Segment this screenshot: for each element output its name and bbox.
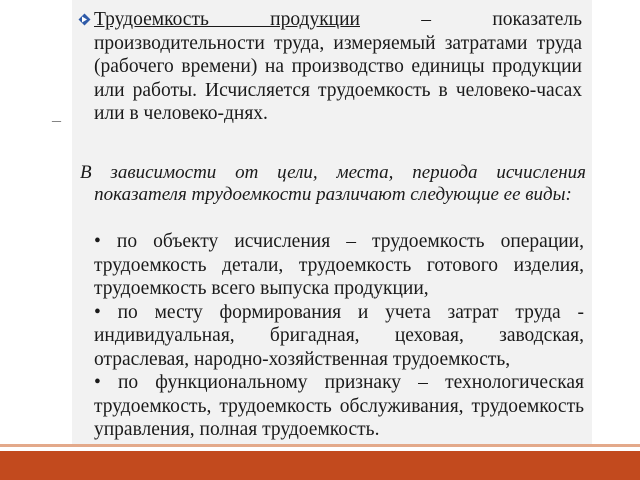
types-list xyxy=(94,230,584,442)
arrow-diamond-bullet-icon xyxy=(78,13,91,26)
list-item: • по объекту исчисления – трудоемкость операции, трудоемкость детали, трудоемкость готового изделия, трудоемкость всего выпуска продукции, xyxy=(94,231,584,299)
list-item: • по месту формирования и учета затрат труда - индивидуальная, бригадная, цеховая, заводская, отраслевая, народно-хозяйственная трудоемкость, xyxy=(94,301,584,370)
definition-paragraph xyxy=(94,8,582,126)
list-item: • по функциональному признаку – технологическая трудоемкость, трудоемкость обслуживания, трудоемкость управления, полная трудоемкость. xyxy=(94,372,584,440)
dash-marker: – xyxy=(52,110,61,130)
footer-stripe xyxy=(0,444,640,447)
definition-text: – показатель производительности труда, измеряемый затратами труда (рабочего времени) на производство единицы продукции или работы. Исчисляется трудоемкость в человеко-часах или в человеко-днях. xyxy=(94,9,582,124)
types-intro: В зависимости от цели, места, периода исчисления показателя трудоемкости различают следующие ее виды: xyxy=(80,162,586,205)
footer-bar xyxy=(0,451,640,480)
definition-term: Трудоемкость продукции xyxy=(94,9,360,30)
